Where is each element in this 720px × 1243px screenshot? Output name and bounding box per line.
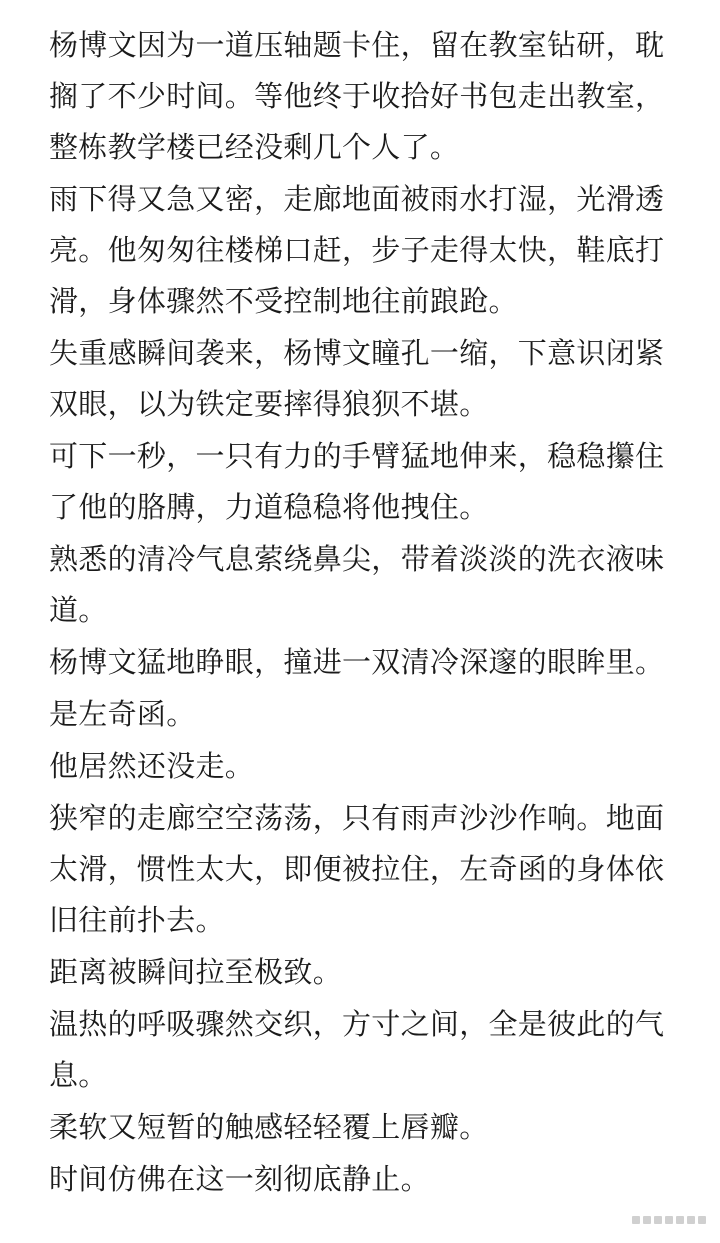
paragraph: 杨博文猛地睁眼，撞进一双清冷深邃的眼眸里。 <box>49 645 665 679</box>
paragraph: 是左奇函。 <box>49 697 196 731</box>
watermark <box>632 1205 710 1235</box>
article-body <box>49 20 689 1205</box>
paragraph: 杨博文因为一道压轴题卡住，留在教室钻研，耽搁了不少时间。等他终于收拾好书包走出教室，整栋教学楼已经没剩几个人了。 <box>49 28 665 164</box>
paragraph: 熟悉的清冷气息萦绕鼻尖，带着淡淡的洗衣液味道。 <box>49 542 665 627</box>
paragraph: 温热的呼吸骤然交织，方寸之间，全是彼此的气息。 <box>49 1007 665 1092</box>
paragraph: 雨下得又急又密，走廊地面被雨水打湿，光滑透亮。他匆匆往楼梯口赶，步子走得太快，鞋底打滑，身体骤然不受控制地往前踉跄。 <box>49 182 665 318</box>
more-dots-icon <box>632 1213 710 1227</box>
paragraph: 狭窄的走廊空空荡荡，只有雨声沙沙作响。地面太滑，惯性太大，即便被拉住，左奇函的身体依旧往前扑去。 <box>49 801 665 937</box>
paragraph: 时间仿佛在这一刻彻底静止。 <box>49 1162 430 1196</box>
paragraph: 可下一秒，一只有力的手臂猛地伸来，稳稳攥住了他的胳膊，力道稳稳将他拽住。 <box>49 439 665 524</box>
paragraph: 柔软又短暂的触感轻轻覆上唇瓣。 <box>49 1110 489 1144</box>
paragraph: 失重感瞬间袭来，杨博文瞳孔一缩，下意识闭紧双眼，以为铁定要摔得狼狈不堪。 <box>49 336 665 421</box>
paragraph: 距离被瞬间拉至极致。 <box>49 955 343 989</box>
paragraph: 他居然还没走。 <box>49 749 255 783</box>
